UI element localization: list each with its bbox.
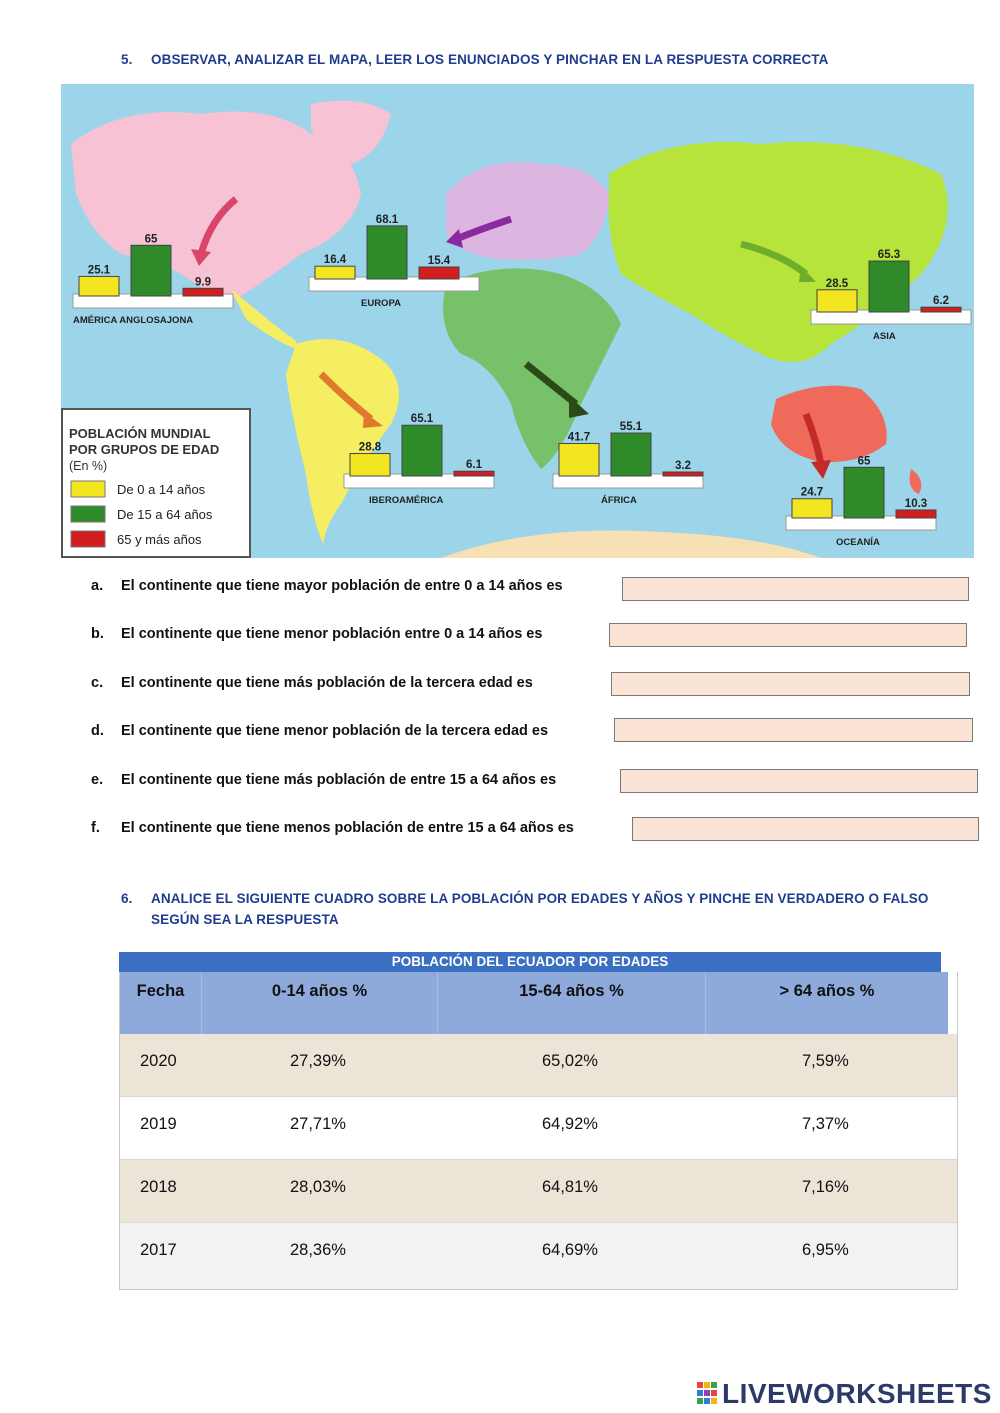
bar-value-senior: 9.9 [195,276,211,289]
legend-item-senior: 65 y más años [117,532,202,547]
table-row [120,1160,957,1223]
cell-year: 2019 [140,1115,177,1133]
answer-field-e[interactable] [620,769,978,793]
question-letter: e. [91,772,104,788]
bar-value-young: 25.1 [87,264,111,277]
legend-title-2: POR GRUPOS DE EDAD [69,442,220,457]
legend-item-young: De 0 a 14 años [117,482,206,497]
bar-adult [869,261,909,312]
logo-mark-icon [697,1379,719,1409]
bar-senior [454,471,494,476]
bar-senior [921,307,961,312]
cell-over-64: 6,95% [802,1241,849,1259]
question-text: El continente que tiene menos población de entre 15 a 64 años es [121,820,574,836]
cell-over-64: 7,37% [802,1115,849,1133]
answer-field-f[interactable] [632,817,979,841]
legend-item-adult: De 15 a 64 años [117,507,213,522]
bar-young [350,454,390,476]
section-number: 5. [121,52,133,67]
cell-over-64: 7,16% [802,1178,849,1196]
region-name: AMÉRICA ANGLOSAJONA [73,315,194,326]
bar-adult [131,245,171,296]
question-b [91,624,542,644]
section-6-heading [121,888,929,930]
bar-value-senior: 6.2 [933,295,949,308]
logo-text: LIVEWORKSHEETS [722,1378,992,1409]
bar-value-young: 28.8 [358,441,382,454]
cell-0-14: 28,36% [290,1241,346,1259]
ecuador-population-table [119,972,958,1290]
region-name: OCEANÍA [836,537,880,548]
map-legend [62,409,250,557]
question-e [91,770,556,790]
bar-senior [183,288,223,296]
table-caption: POBLACIÓN DEL ECUADOR POR EDADES [119,952,941,972]
question-a [91,576,563,596]
bar-adult [367,226,407,279]
region-name: IBEROAMÉRICA [369,495,444,506]
bar-value-young: 16.4 [323,254,347,267]
bar-young [792,499,832,518]
cell-year: 2017 [140,1241,177,1259]
bar-value-young: 24.7 [800,486,824,499]
answer-field-b[interactable] [609,623,967,647]
section-5-heading [121,52,829,67]
question-letter: c. [91,675,104,691]
legend-subtitle: (En %) [69,459,108,473]
cell-15-64: 64,69% [542,1241,598,1259]
bar-adult [402,425,442,476]
bar-value-adult: 68.1 [375,213,399,226]
europe-land [446,162,609,260]
question-text: El continente que tiene menor población de la tercera edad es [121,723,549,739]
question-letter: f. [91,820,100,836]
question-letter: d. [91,723,104,739]
bar-value-adult: 65.1 [410,413,434,426]
bar-senior [896,510,936,518]
question-letter: b. [91,626,104,642]
bar-value-adult: 65.3 [877,249,901,262]
cell-year: 2020 [140,1052,177,1070]
header-over-64: > 64 años % [779,982,875,1000]
cell-15-64: 64,81% [542,1178,598,1196]
bar-senior [663,472,703,476]
question-text: El continente que tiene más población de la tercera edad es [121,675,533,691]
section-title: OBSERVAR, ANALIZAR EL MAPA, LEER LOS ENUNCIADOS Y PINCHAR EN LA RESPUESTA CORRECTA [151,52,829,67]
answer-field-c[interactable] [611,672,970,696]
question-letter: a. [91,578,104,594]
header-0-14: 0-14 años % [202,972,438,1034]
section-number: 6. [121,891,133,906]
question-f [91,818,574,838]
bar-value-young: 28.5 [825,277,849,290]
table-row [120,1097,957,1160]
region-name: ÁFRICA [601,495,637,506]
bar-adult [844,467,884,518]
bar-value-adult: 65 [857,455,871,468]
table-header-row [120,972,948,1034]
cell-0-14: 27,39% [290,1052,346,1070]
bar-young [79,276,119,296]
region-name: ASIA [873,331,896,342]
bar-adult [611,433,651,476]
section-title-line1: ANALICE EL SIGUIENTE CUADRO SOBRE LA POBLACIÓN POR EDADES Y AÑOS Y PINCHE EN VERDADERO O FALSO [151,891,929,906]
world-population-map [61,84,974,558]
cell-15-64: 64,92% [542,1115,598,1133]
bar-value-senior: 3.2 [675,460,691,472]
cell-over-64: 7,59% [802,1052,849,1070]
header-fecha: Fecha [120,972,202,1034]
question-text: El continente que tiene más población de entre 15 a 64 años es [121,772,557,788]
question-d [91,721,548,741]
bar-young [559,443,599,476]
header-15-64: 15-64 años % [438,972,706,1034]
region-name: EUROPA [361,298,401,309]
bar-value-adult: 65 [144,233,158,246]
table-row [120,1223,957,1289]
table-row [120,1034,957,1097]
answer-field-d[interactable] [614,718,973,742]
answer-field-a[interactable] [622,577,969,601]
question-c [91,673,533,693]
bar-value-senior: 15.4 [427,254,451,267]
bar-value-young: 41.7 [567,431,591,444]
cell-0-14: 27,71% [290,1115,346,1133]
cell-year: 2018 [140,1178,177,1196]
question-text: El continente que tiene menor población entre 0 a 14 años es [121,626,543,642]
cell-15-64: 65,02% [542,1052,598,1070]
bar-value-senior: 6.1 [466,459,482,472]
bar-senior [419,267,459,279]
section-title-line2: SEGÚN SEA LA RESPUESTA [151,912,339,927]
cell-0-14: 28,03% [290,1178,346,1196]
bar-value-adult: 55.1 [619,421,643,434]
question-text: El continente que tiene mayor población de entre 0 a 14 años es [121,578,563,594]
bar-young [315,266,355,279]
bar-young [817,290,857,312]
bar-value-senior: 10.3 [904,497,928,510]
legend-title-1: POBLACIÓN MUNDIAL [69,426,211,441]
